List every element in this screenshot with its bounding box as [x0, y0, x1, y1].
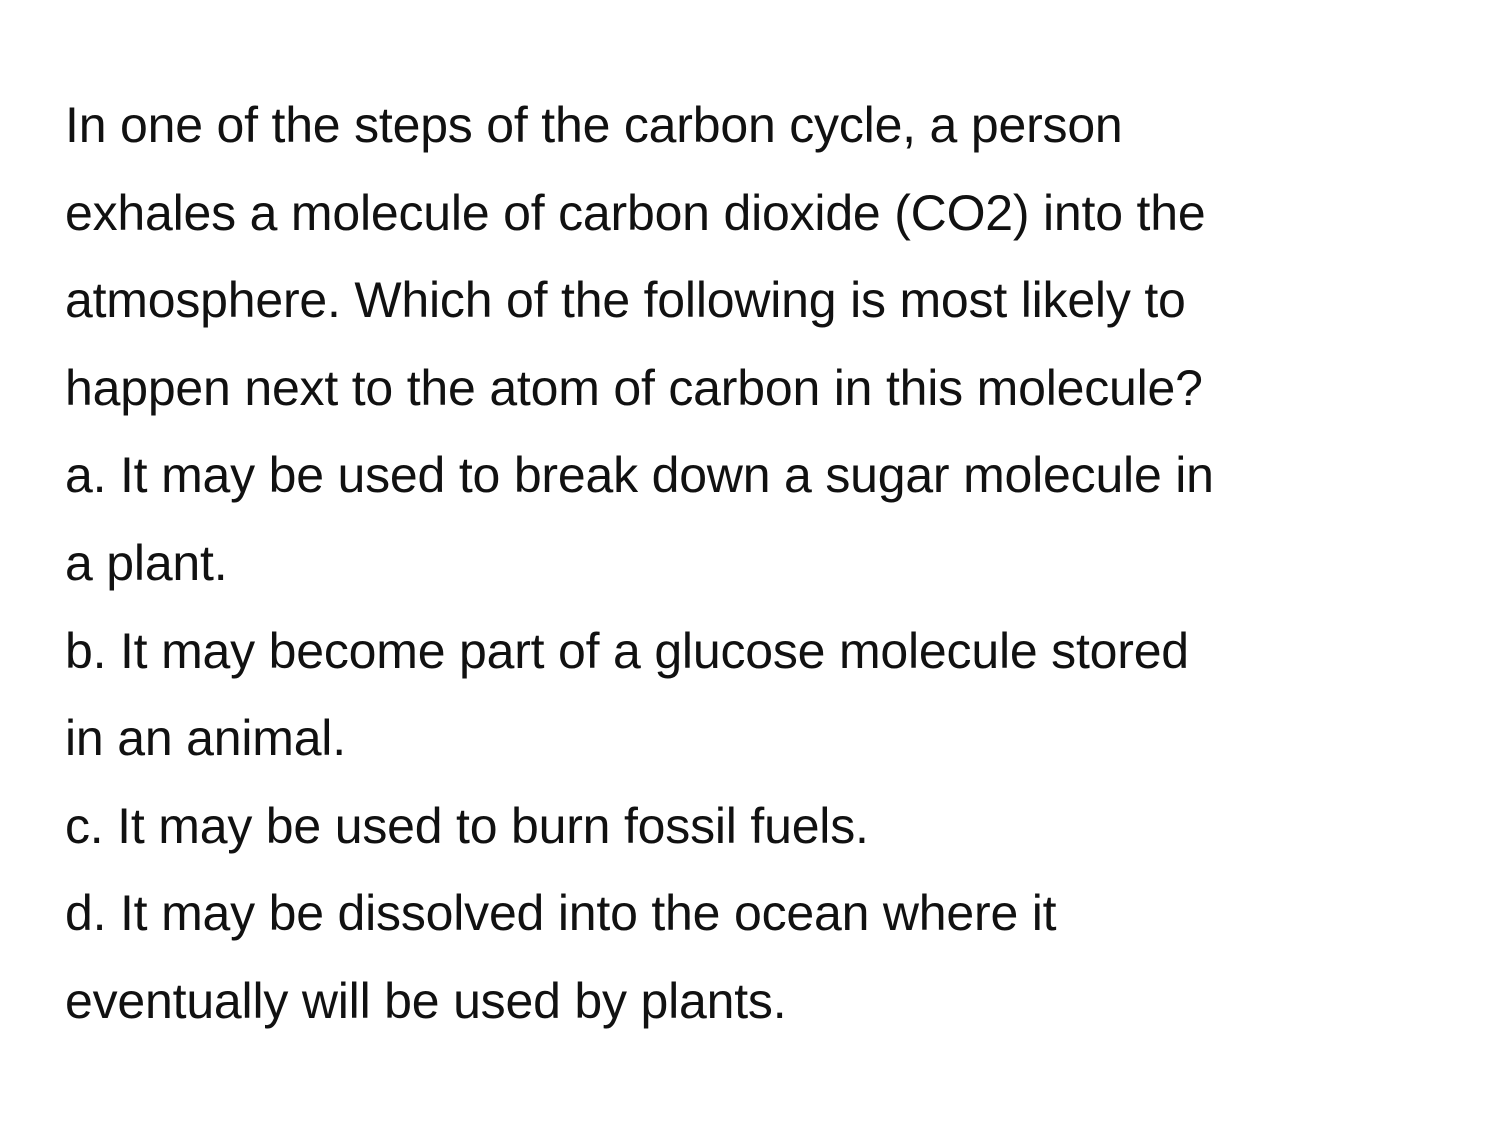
question-line: exhales a molecule of carbon dioxide (CO2) into the	[65, 184, 1206, 241]
option-line: a plant.	[65, 534, 228, 591]
answer-option-a	[65, 432, 1465, 607]
option-line: b. It may become part of a glucose molecule stored	[65, 622, 1189, 679]
answer-option-c	[65, 783, 1465, 871]
option-line: in an animal.	[65, 710, 346, 767]
option-line: a. It may be used to break down a sugar molecule in	[65, 447, 1214, 504]
answer-option-b	[65, 608, 1465, 783]
option-line: d. It may be dissolved into the ocean where it	[65, 885, 1057, 942]
question-line: happen next to the atom of carbon in this molecule?	[65, 359, 1203, 416]
option-line: eventually will be used by plants.	[65, 972, 787, 1029]
question-line: In one of the steps of the carbon cycle, a person	[65, 97, 1123, 153]
answer-option-d	[65, 870, 1465, 1045]
option-line: c. It may be used to burn fossil fuels.	[65, 797, 869, 854]
question-stem	[65, 82, 1465, 432]
question-line: atmosphere. Which of the following is most likely to	[65, 272, 1186, 329]
question-document	[65, 82, 1465, 1046]
